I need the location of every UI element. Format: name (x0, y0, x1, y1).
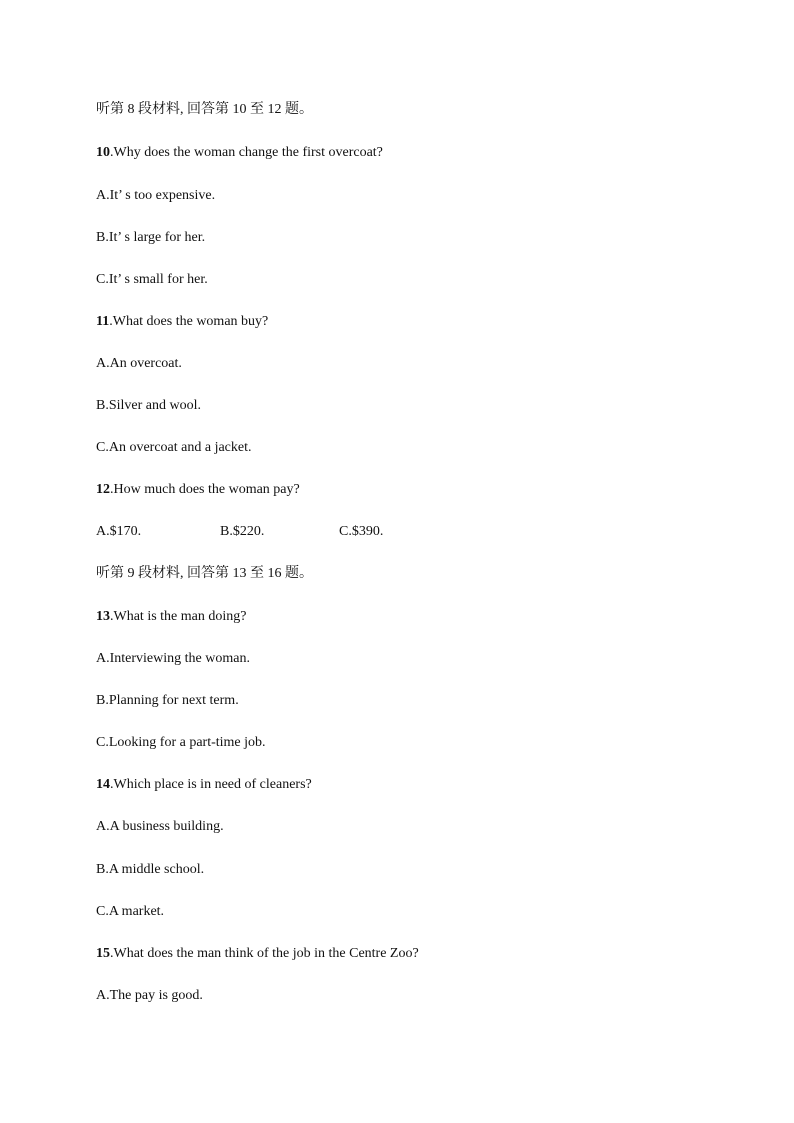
question-text: .Which place is in need of cleaners? (110, 777, 312, 792)
option-12-b: B.$220. (220, 524, 265, 539)
question-number: 12 (96, 482, 110, 497)
option-15-a: A.The pay is good. (96, 988, 203, 1003)
option-10-c: C.It’ s small for her. (96, 272, 208, 287)
question-14 (96, 776, 312, 794)
option-13-b: B.Planning for next term. (96, 693, 239, 708)
question-10 (96, 144, 383, 162)
question-number: 11 (96, 314, 110, 329)
question-text: .What does the man think of the job in the Centre Zoo? (110, 946, 419, 961)
option-10-a: A.It’ s too expensive. (96, 188, 216, 203)
option-14-c: C.A market. (96, 904, 165, 919)
option-10-b: B.It’ s large for her. (96, 230, 206, 245)
question-number: 10 (96, 145, 110, 160)
option-13-a: A.Interviewing the woman. (96, 651, 250, 666)
option-14-a: A.A business building. (96, 819, 224, 834)
question-12 (96, 481, 300, 499)
option-11-c: C.An overcoat and a jacket. (96, 440, 252, 455)
question-15 (96, 945, 419, 963)
option-14-b: B.A middle school. (96, 862, 205, 877)
question-number: 14 (96, 777, 110, 792)
option-12-a: A.$170. (96, 524, 142, 539)
section-heading-9: 听第 9 段材料, 回答第 13 至 16 题。 (96, 566, 313, 581)
question-11 (96, 313, 268, 331)
question-text: .What does the woman buy? (109, 314, 269, 329)
option-13-c: C.Looking for a part-time job. (96, 735, 266, 750)
question-text: .Why does the woman change the first overcoat? (110, 145, 383, 160)
section-heading-8: 听第 8 段材料, 回答第 10 至 12 题。 (96, 102, 313, 117)
option-11-b: B.Silver and wool. (96, 398, 201, 413)
question-text: .What is the man doing? (110, 609, 247, 624)
question-number: 15 (96, 946, 110, 961)
option-12-c: C.$390. (339, 524, 384, 539)
question-text: .How much does the woman pay? (110, 482, 300, 497)
option-11-a: A.An overcoat. (96, 356, 182, 371)
question-13 (96, 608, 246, 626)
question-number: 13 (96, 609, 110, 624)
